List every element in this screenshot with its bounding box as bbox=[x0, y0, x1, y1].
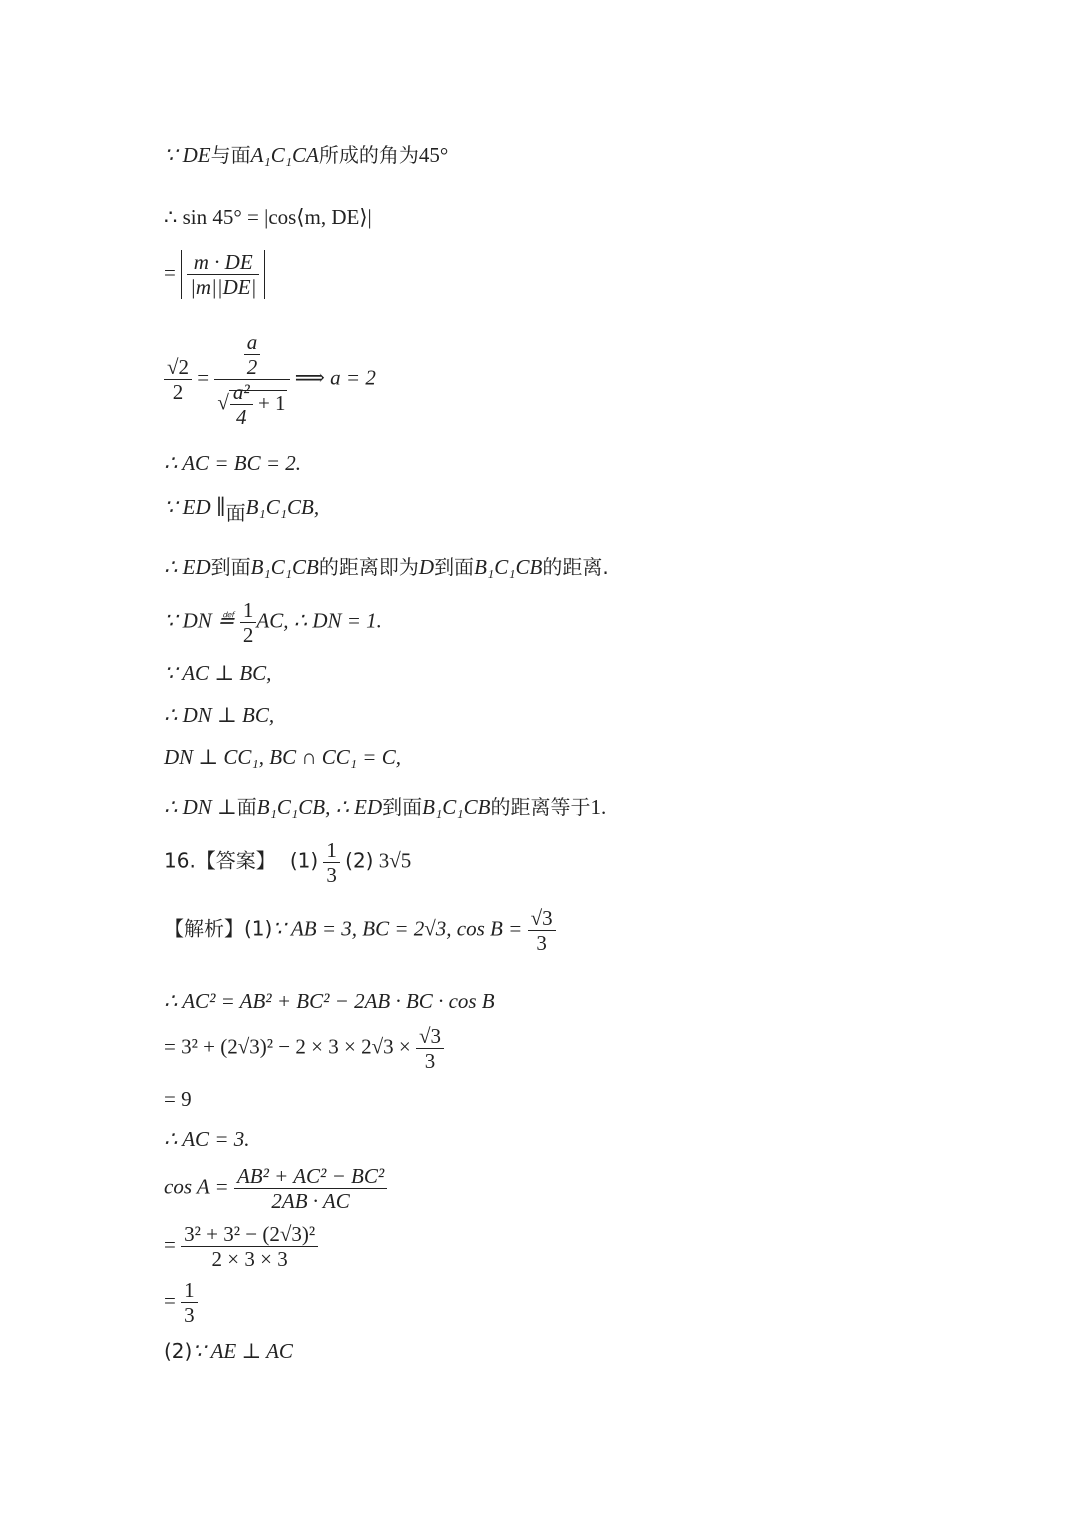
math-text: A₁C₁CA bbox=[250, 143, 319, 167]
line-dn-perp-cc1 bbox=[164, 744, 401, 770]
fraction-numerator: 1 bbox=[181, 1278, 198, 1303]
fraction bbox=[214, 330, 289, 430]
fraction bbox=[181, 1222, 318, 1271]
math-text: DN ⊥ CC₁, BC ∩ CC₁ = C, bbox=[164, 745, 401, 769]
fraction-numerator: m · DE bbox=[187, 250, 259, 275]
fraction bbox=[181, 1278, 198, 1327]
part-label: (2) bbox=[345, 848, 374, 873]
line-dn-perp-bc bbox=[164, 702, 274, 728]
line-cos-a-result bbox=[164, 1278, 198, 1327]
line-ac-perp-bc bbox=[164, 660, 271, 686]
math-text: ∴ AC² = AB² + BC² − 2AB · BC · cos B bbox=[164, 989, 495, 1013]
math-text: B₁C₁CB, ∴ ED bbox=[256, 795, 383, 819]
fraction-numerator: √2 bbox=[164, 355, 192, 380]
math-text: ∴ DN ⊥ BC, bbox=[164, 703, 275, 727]
fraction-denominator: 4 bbox=[236, 405, 247, 430]
fraction bbox=[240, 598, 257, 647]
line-dn-equals bbox=[164, 598, 382, 647]
fraction bbox=[187, 250, 259, 299]
math-text: = 3² + (2√3)² − 2 × 3 × 2√3 × bbox=[164, 1034, 411, 1059]
chinese-text: 面 bbox=[225, 501, 246, 525]
math-text: ∵ DN ≝ bbox=[164, 608, 235, 633]
math-text: B₁C₁CB, bbox=[245, 495, 320, 519]
math-text: ∵ AC ⊥ BC, bbox=[164, 661, 272, 685]
fraction-denominator: 2 × 3 × 3 bbox=[211, 1247, 288, 1272]
math-text: AC, ∴ DN = 1. bbox=[256, 608, 382, 633]
fraction-numerator: a bbox=[244, 330, 261, 355]
math-text: 45° bbox=[418, 143, 449, 167]
fraction-denominator: 2 bbox=[246, 355, 258, 380]
fraction-denominator: 3 bbox=[424, 1049, 436, 1074]
fraction-numerator: √3 bbox=[528, 906, 556, 931]
math-text: = bbox=[164, 1288, 176, 1313]
math-text: ∴ DN ⊥ bbox=[164, 795, 237, 819]
line-law-of-cosines bbox=[164, 988, 495, 1014]
fraction-denominator: |m||DE| bbox=[190, 275, 257, 300]
answer-label: 16.【答案】 bbox=[164, 848, 276, 873]
fraction-numerator bbox=[214, 330, 289, 380]
part-label: (1) bbox=[244, 916, 273, 941]
fraction-denominator: 2 bbox=[242, 623, 254, 648]
absolute-value bbox=[181, 250, 265, 299]
line-cos-a-substitution bbox=[164, 1222, 318, 1271]
line-abs-fraction bbox=[164, 250, 265, 299]
math-text: ∵ AE ⊥ AC bbox=[192, 1339, 293, 1363]
math-text: ∵ ED ∥ bbox=[164, 495, 226, 519]
fraction bbox=[323, 838, 340, 887]
radical-sign: √ bbox=[217, 390, 229, 415]
fraction bbox=[234, 1164, 387, 1213]
fraction-denominator: 2AB · AC bbox=[271, 1189, 350, 1214]
line-ac-bc bbox=[164, 450, 301, 476]
chinese-text: 的距离. bbox=[542, 555, 609, 579]
line-solve-a bbox=[164, 330, 376, 430]
math-text: 1. bbox=[590, 795, 607, 819]
chinese-text: 到面 bbox=[382, 795, 423, 819]
math-text: ⟹ a = 2 bbox=[294, 365, 376, 390]
fraction bbox=[230, 380, 253, 429]
line-part-two bbox=[164, 1338, 293, 1364]
math-text: = 9 bbox=[164, 1087, 192, 1111]
math-text: D bbox=[418, 555, 435, 579]
fraction bbox=[244, 330, 261, 379]
analysis-line bbox=[164, 906, 556, 955]
line-sin-cos bbox=[164, 204, 372, 230]
part-label: (2) bbox=[164, 1339, 193, 1363]
chinese-text: 的距离即为 bbox=[318, 555, 419, 579]
fraction-denominator: 3 bbox=[326, 863, 337, 888]
math-text: = bbox=[197, 365, 210, 390]
fraction bbox=[164, 355, 192, 404]
math-text: ∵ DE bbox=[164, 143, 211, 167]
line-ac-equals-three bbox=[164, 1126, 250, 1152]
analysis-label: 【解析】 bbox=[164, 916, 244, 941]
math-text: ∴ sin 45° = |cos⟨m, DE⟩| bbox=[164, 205, 372, 229]
fraction-numerator: 3² + 3² − (2√3)² bbox=[181, 1222, 318, 1247]
line-ed-parallel bbox=[164, 494, 319, 526]
line-cos-a bbox=[164, 1164, 387, 1213]
math-text: 3√5 bbox=[378, 848, 412, 873]
chinese-text: 到面 bbox=[210, 555, 251, 579]
radicand bbox=[229, 380, 287, 430]
fraction-denominator bbox=[214, 380, 289, 429]
chinese-text: 的距离等于 bbox=[490, 795, 591, 819]
fraction-denominator: 3 bbox=[536, 931, 547, 956]
line-substitution bbox=[164, 1024, 444, 1073]
math-text: + 1 bbox=[257, 390, 286, 415]
math-text: ∴ AC = 3. bbox=[164, 1127, 250, 1151]
fraction-numerator: √3 bbox=[416, 1024, 444, 1049]
fraction bbox=[528, 906, 556, 955]
math-text: ∴ ED bbox=[164, 555, 211, 579]
fraction-numerator: AB² + AC² − BC² bbox=[234, 1164, 387, 1189]
line-angle-condition bbox=[164, 142, 448, 168]
fraction-numerator: a² bbox=[230, 380, 253, 405]
fraction bbox=[416, 1024, 444, 1073]
fraction-numerator: 1 bbox=[240, 598, 257, 623]
chinese-text: 所成的角为 bbox=[318, 143, 419, 167]
math-text: B₁C₁CB bbox=[250, 555, 319, 579]
fraction-denominator: 2 bbox=[172, 380, 184, 405]
fraction-numerator: 1 bbox=[323, 838, 340, 863]
line-distance-equivalence bbox=[164, 554, 609, 580]
chinese-text: 面 bbox=[236, 795, 257, 819]
math-text: B₁C₁CB bbox=[474, 555, 543, 579]
math-text: B₁C₁CB bbox=[422, 795, 491, 819]
math-text: cos A = bbox=[164, 1174, 229, 1199]
chinese-text: 与面 bbox=[210, 143, 251, 167]
math-text: ∵ AB = 3, BC = 2√3, cos B = bbox=[272, 916, 523, 941]
math-text: ∴ AC = BC = 2. bbox=[164, 451, 301, 475]
chinese-text: 到面 bbox=[434, 555, 475, 579]
answer-line-16 bbox=[164, 838, 411, 887]
part-label: (1) bbox=[289, 848, 319, 873]
line-equals-nine bbox=[164, 1086, 192, 1112]
line-distance-result bbox=[164, 794, 606, 820]
fraction-denominator: 3 bbox=[184, 1303, 195, 1328]
math-text: = bbox=[164, 1232, 176, 1257]
math-text: = bbox=[164, 260, 176, 285]
